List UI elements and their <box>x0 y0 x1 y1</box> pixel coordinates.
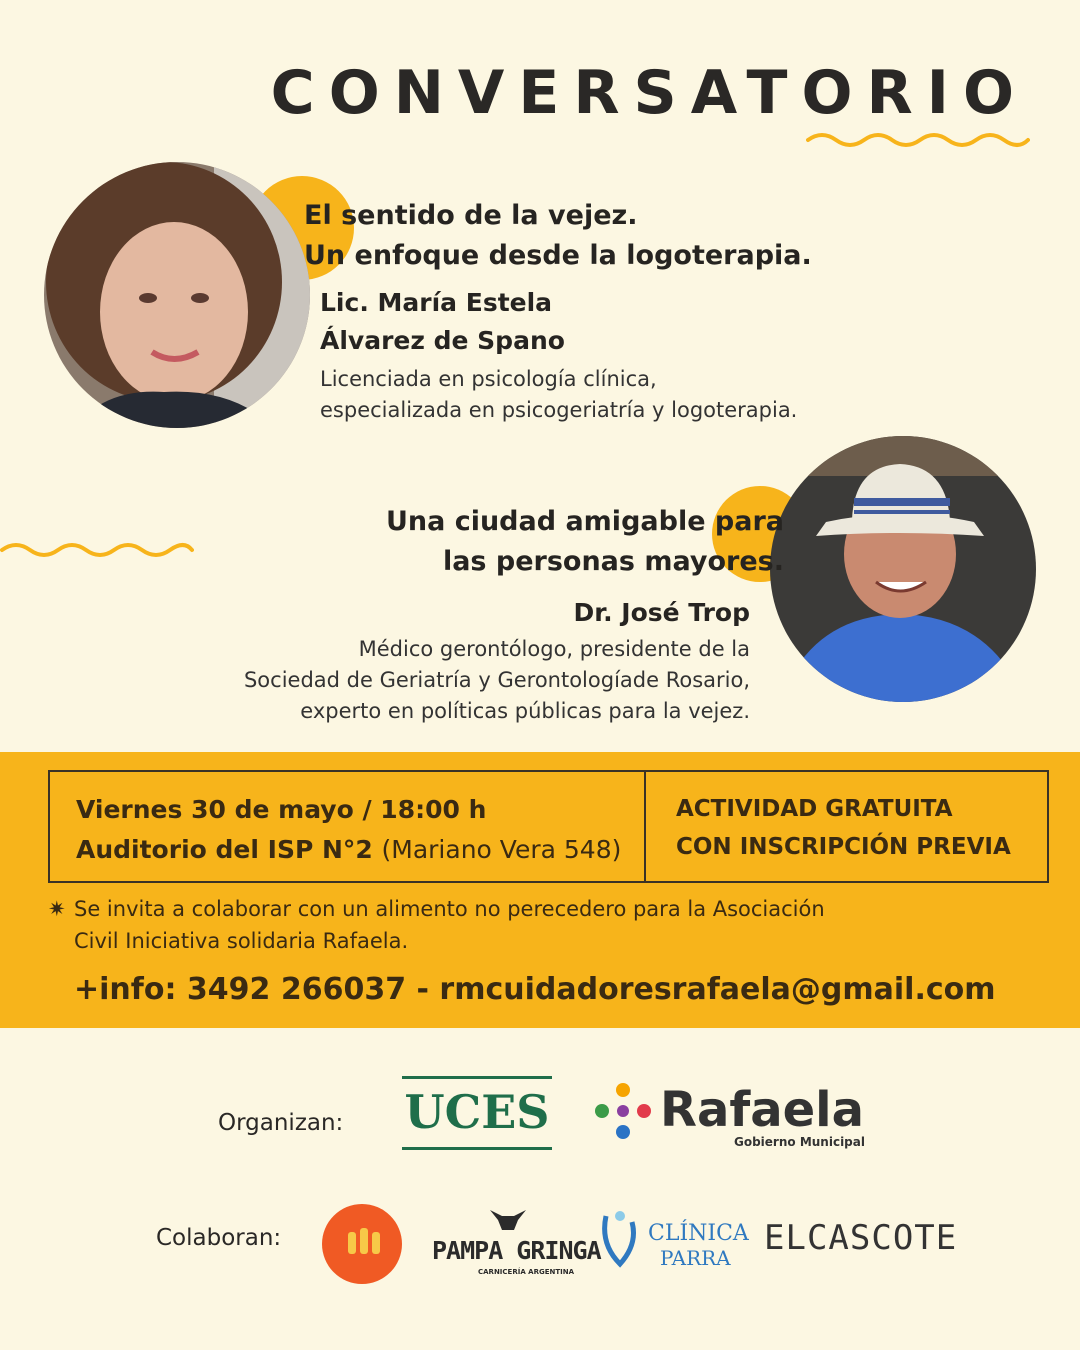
speaker-2-photo <box>770 436 1036 702</box>
contact-info: +info: 3492 266037 - rmcuidadoresrafaela@gmail.com <box>74 972 996 1007</box>
uces-logo: UCES <box>402 1076 552 1150</box>
pampa-gringa-subtitle: CARNICERÍA ARGENTINA <box>478 1268 575 1276</box>
pampa-gringa-logo: PAMPA GRINGA <box>432 1236 601 1265</box>
talk-2-title: Una ciudad amigable para las personas mayores. <box>385 506 784 577</box>
collaborators-label: Colaboran: <box>156 1225 282 1251</box>
event-details-box <box>48 770 1049 883</box>
talk-1-title: El sentido de la vejez. Un enfoque desde la logoterapia. <box>304 200 812 271</box>
event-venue: Auditorio del ISP N°2 <box>76 835 373 864</box>
speaker-1-description: Licenciada en psicología clínica, especializada en psicogeriatría y logoterapia. <box>320 367 798 422</box>
speaker-1-name: Lic. María Estela Álvarez de Spano <box>320 288 565 355</box>
bull-icon <box>488 1206 528 1232</box>
clinica-parra-logo: CLÍNICA <box>648 1221 749 1246</box>
asterisk-icon: ✷ <box>48 897 66 921</box>
speaker-1-photo <box>44 162 310 428</box>
speaker-2-description: Médico gerontólogo, presidente de la Sociedad de Geriatría y Gerontologíade Rosario, experto en políticas públicas para la vejez. <box>243 637 750 723</box>
event-address: (Mariano Vera 548) <box>381 835 622 864</box>
rafaela-logo-subtitle: Gobierno Municipal <box>734 1135 865 1149</box>
iniciativa-solidaria-logo <box>318 1198 414 1286</box>
event-date-time: Viernes 30 de mayo / 18:00 h <box>76 795 487 824</box>
rafaela-logo-icon <box>592 1080 654 1142</box>
organizers-label: Organizan: <box>218 1110 344 1136</box>
clinica-parra-icon <box>598 1208 644 1270</box>
event-date-venue <box>50 772 646 881</box>
el-cascote-logo: ELCASCOTE <box>764 1218 958 1258</box>
donation-note: ✷ Se invita a colaborar con un alimento no perecedero para la Asociación Civil Iniciativa solidaria Rafaela. <box>48 893 1028 957</box>
page-title: CONVERSATORIO <box>270 58 1028 128</box>
speaker-2-name: Dr. José Trop <box>573 598 750 627</box>
wave-decoration-left <box>0 538 194 562</box>
rafaela-logo-text: Rafaela <box>660 1082 865 1138</box>
wave-decoration-top <box>806 128 1030 152</box>
event-free-notice: ACTIVIDAD GRATUITA CON INSCRIPCIÓN PREVIA <box>676 796 1011 860</box>
clinica-parra-logo-line2: PARRA <box>660 1246 731 1270</box>
